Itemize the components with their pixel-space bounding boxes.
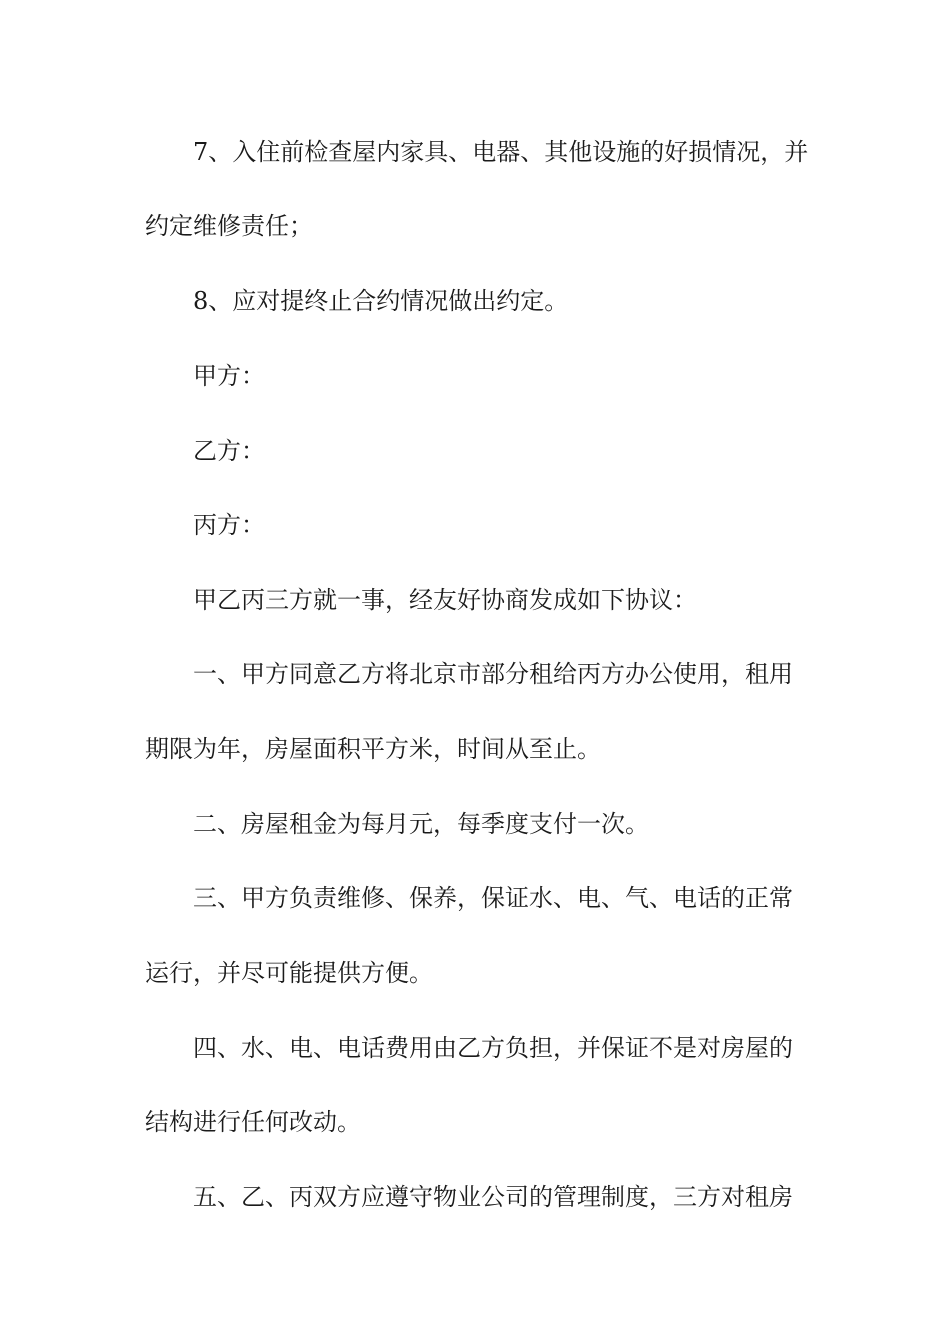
clause-7-line-1: 7、入住前检查屋内家具、电器、其他设施的好损情况，并 (193, 138, 809, 166)
article-1-line-2: 期限为年，房屋面积平方米，时间从至止。 (145, 735, 601, 763)
clause-7-line-2: 约定维修责任； (145, 212, 313, 240)
agreement-intro: 甲乙丙三方就一事，经友好协商发成如下协议： (193, 586, 697, 614)
party-a-label: 甲方： (193, 362, 265, 390)
article-3-line-2: 运行，并尽可能提供方便。 (145, 959, 433, 987)
article-5-line-1: 五、乙、丙双方应遵守物业公司的管理制度，三方对租房 (193, 1183, 793, 1211)
party-b-label: 乙方： (193, 437, 265, 465)
article-3-line-1: 三、甲方负责维修、保养，保证水、电、气、电话的正常 (193, 884, 793, 912)
article-2: 二、房屋租金为每月元，每季度支付一次。 (193, 810, 649, 838)
clause-8: 8、应对提终止合约情况做出约定。 (193, 287, 569, 315)
party-c-label: 丙方： (193, 511, 265, 539)
article-1-line-1: 一、甲方同意乙方将北京市部分租给丙方办公使用，租用 (193, 660, 793, 688)
article-4-line-1: 四、水、电、电话费用由乙方负担，并保证不是对房屋的 (193, 1034, 793, 1062)
article-4-line-2: 结构进行任何改动。 (145, 1108, 361, 1136)
